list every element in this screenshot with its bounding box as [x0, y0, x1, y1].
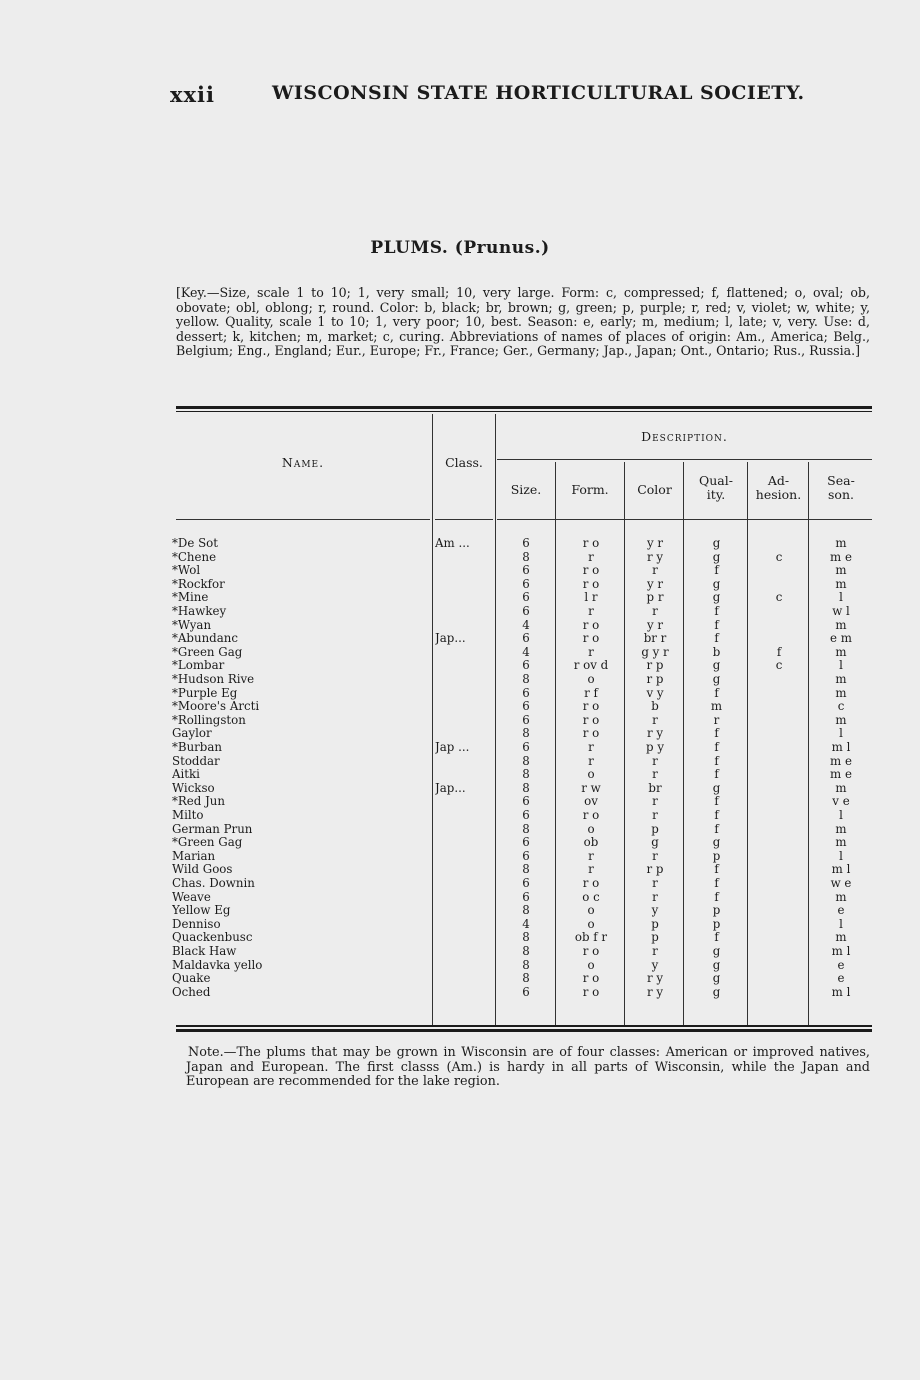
cell-size: 8 [522, 821, 530, 836]
cell-form: r w [581, 780, 601, 795]
columns-header-underline [497, 519, 872, 520]
cell-size: 4 [522, 644, 530, 659]
cell-form: r o [582, 536, 600, 550]
cell-name: *Burban [172, 741, 222, 754]
cell-season: m [835, 536, 847, 550]
cell-form: r ov d [573, 658, 609, 673]
cell-name: Quake [172, 972, 211, 986]
cell-quality: g [712, 576, 721, 591]
cell-quality: g [712, 536, 721, 550]
cell-name: *Abundanc [172, 632, 238, 646]
cell-size: 6 [522, 685, 530, 700]
cell-form: o [587, 916, 595, 931]
cell-color: r [652, 563, 658, 578]
cell-season: m [835, 712, 847, 727]
cell-form: r o [582, 726, 600, 741]
table-row [0, 537, 920, 551]
cell-form: r [588, 740, 594, 754]
cell-quality: f [714, 767, 719, 782]
cell-color: p y [646, 740, 664, 754]
cell-season: m e [830, 549, 852, 564]
cell-color: r [652, 753, 658, 768]
cell-color: r [652, 712, 658, 727]
cell-name: *Hudson Rive [172, 673, 255, 686]
header-season: Sea- son. [827, 473, 855, 502]
cell-form: r [588, 848, 594, 863]
cell-size: 6 [522, 631, 530, 646]
cell-season: m l [831, 740, 851, 754]
cell-season: m [835, 821, 847, 836]
cell-form: r o [582, 712, 600, 727]
cell-name: Denniso [172, 917, 221, 931]
cell-name: *Purple Eg [172, 686, 238, 700]
cell-size: 6 [522, 808, 530, 822]
cell-quality: f [714, 876, 719, 890]
table-row [0, 782, 920, 796]
cell-color: r p [646, 658, 664, 673]
cell-name: *Rockfor [172, 577, 225, 591]
cell-size: 6 [522, 889, 530, 904]
cell-quality: g [712, 984, 721, 999]
cell-color: v y [646, 685, 664, 700]
cell-season: l [839, 808, 843, 822]
cell-quality: f [714, 862, 719, 877]
table-top-rule [176, 406, 872, 409]
cell-quality: f [714, 821, 719, 836]
table-row [0, 591, 920, 605]
cell-season: e [837, 971, 845, 986]
cell-season: l [839, 916, 843, 931]
cell-quality: f [714, 631, 719, 646]
table-row [0, 755, 920, 769]
table-row [0, 578, 920, 592]
header-adhesion: Ad- hesion. [755, 473, 802, 502]
cell-size: 8 [522, 672, 530, 686]
cell-season: m l [831, 944, 851, 958]
header-form: Form. [571, 482, 609, 497]
header-name: Name. [281, 455, 325, 470]
cell-size: 6 [522, 590, 530, 605]
cell-quality: g [712, 658, 721, 673]
section-title: PLUMS. (Prunus.) [370, 238, 550, 258]
cell-size: 8 [522, 726, 530, 741]
cell-name: *Moore's Arcti [172, 700, 260, 714]
cell-size: 8 [522, 930, 530, 945]
cell-season: v e [832, 794, 850, 809]
cell-color: p [651, 930, 659, 945]
table-row [0, 850, 920, 864]
running-title: WISCONSIN STATE HORTICULTURAL SOCIETY. [272, 82, 805, 104]
cell-color: r y [646, 726, 664, 741]
cell-name: Aitki [172, 768, 200, 782]
header-color: Color [637, 482, 672, 497]
cell-size: 8 [522, 767, 530, 782]
cell-season: m e [830, 753, 852, 768]
cell-form: ob f r [574, 930, 608, 945]
table-row [0, 918, 920, 932]
table-row [0, 809, 920, 823]
cell-color: p [651, 821, 659, 836]
cell-color: y r [646, 617, 664, 632]
cell-name: Marian [172, 849, 216, 863]
cell-color: r [652, 794, 658, 809]
table-row [0, 714, 920, 728]
cell-color: y r [646, 536, 664, 550]
cell-color: y [651, 903, 659, 918]
cell-name: Yellow Eg [172, 904, 231, 918]
cell-form: r o [582, 944, 600, 958]
cell-form: r o [582, 576, 600, 591]
cell-form: r [588, 753, 594, 768]
table-row [0, 673, 920, 687]
cell-color: b [651, 699, 659, 714]
cell-season: w e [830, 876, 852, 890]
cell-form: r f [584, 685, 598, 700]
header-class: Class. [445, 455, 483, 470]
cell-quality: f [714, 740, 719, 754]
cell-form: o [587, 957, 595, 972]
cell-color: r [652, 848, 658, 863]
cell-size: 6 [522, 536, 530, 550]
cell-size: 6 [522, 740, 530, 754]
table-row [0, 564, 920, 578]
cell-season: e [837, 957, 845, 972]
table-row [0, 727, 920, 741]
table-row [0, 972, 920, 986]
cell-size: 6 [522, 794, 530, 809]
table-row [0, 795, 920, 809]
cell-name: *De Sot [172, 537, 219, 550]
cell-size: 6 [522, 876, 530, 890]
cell-color: g [651, 835, 659, 850]
table-row [0, 986, 920, 1000]
cell-color: r [652, 944, 658, 958]
name-header-underline [176, 519, 430, 520]
table-row [0, 836, 920, 850]
cell-form: o c [582, 889, 600, 904]
table-row [0, 551, 920, 565]
cell-season: m [835, 672, 847, 686]
cell-form: o [587, 903, 595, 918]
cell-name: Wild Goos [172, 863, 233, 877]
table-row [0, 768, 920, 782]
cell-color: r [652, 889, 658, 904]
cell-quality: m [710, 699, 723, 714]
cell-name: *Chene [172, 550, 217, 564]
table-row [0, 891, 920, 905]
cell-size: 6 [522, 835, 530, 850]
cell-class: Jap... [435, 781, 466, 795]
cell-size: 6 [522, 576, 530, 591]
cell-size: 8 [522, 753, 530, 768]
key-paragraph: [Key.—Size, scale 1 to 10; 1, very small; 10, very large. Form: c, compressed; f, flattened; o, oval; ob, obovate; obl, oblong; r, round. Color: b, black; br, brown; g, green; p, purple; r, red; v, violet; w, white; y, yellow. Quality, scale 1 to 10; 1, very poor; 10, best. Season: e, early; m, medium; l, late; v, very. Use: d, dessert; k, kitchen; m, market; c, curing. Abbreviations of names of places of origin: Am., America; Belg., Belgium; Eng., England; Eur., Europe; Fr., France; Ger., Germany; Jap., Japan; Ont., Ontario; Rus., Russia.] [176, 285, 870, 359]
cell-size: 8 [522, 944, 530, 958]
cell-season: m [835, 889, 847, 904]
cell-size: 6 [522, 848, 530, 863]
cell-form: r o [582, 876, 600, 890]
cell-name: Weave [172, 890, 211, 904]
cell-size: 4 [522, 617, 530, 632]
cell-quality: f [714, 889, 719, 904]
cell-color: r p [646, 672, 664, 686]
cell-class: Jap... [435, 632, 466, 646]
cell-color: y r [646, 576, 664, 591]
cell-color: r y [646, 984, 664, 999]
cell-season: l [839, 658, 843, 673]
cell-adhesion: f [776, 645, 782, 659]
cell-color: r y [646, 549, 664, 564]
cell-form: r o [582, 563, 600, 578]
cell-color: p r [646, 590, 664, 605]
table-row [0, 931, 920, 945]
class-header-underline [435, 519, 493, 520]
cell-form: r [588, 549, 594, 564]
cell-form: r o [582, 631, 600, 646]
cell-name: *Mine [172, 591, 209, 605]
cell-size: 8 [522, 549, 530, 564]
cell-quality: f [714, 726, 719, 741]
cell-season: m l [831, 862, 851, 877]
cell-season: m l [831, 984, 851, 999]
cell-season: m e [830, 767, 852, 782]
cell-season: e [837, 903, 845, 918]
cell-color: br [648, 780, 662, 795]
header-size: Size. [510, 482, 542, 497]
cell-size: 8 [522, 780, 530, 795]
cell-season: m [835, 617, 847, 632]
page-header [170, 82, 810, 112]
cell-name: Wickso [172, 781, 215, 795]
cell-quality: f [714, 930, 719, 945]
cell-quality: f [714, 685, 719, 700]
cell-name: Stoddar [172, 754, 220, 768]
cell-name: Oched [172, 985, 211, 999]
table-row [0, 632, 920, 646]
cell-quality: p [712, 916, 721, 931]
cell-form: r o [582, 971, 600, 986]
table-row [0, 877, 920, 891]
cell-quality: f [714, 808, 719, 822]
cell-season: m [835, 644, 847, 659]
cell-season: m [835, 780, 847, 795]
table-row [0, 863, 920, 877]
cell-size: 8 [522, 903, 530, 918]
cell-adhesion: c [775, 659, 783, 673]
cell-size: 8 [522, 971, 530, 986]
cell-quality: g [712, 549, 721, 564]
header-description: Description. [641, 429, 728, 444]
cell-season: l [839, 590, 843, 605]
cell-name: *Lombar [172, 659, 225, 673]
cell-quality: g [712, 780, 721, 795]
cell-quality: g [712, 672, 721, 686]
cell-color: r [652, 767, 658, 782]
cell-quality: f [714, 617, 719, 632]
cell-form: o [587, 672, 595, 686]
cell-quality: r [713, 712, 720, 727]
cell-name: Gaylor [172, 727, 212, 741]
table-bottom-rule-thick [176, 1029, 872, 1032]
table-row [0, 646, 920, 660]
cell-color: r [652, 808, 658, 822]
cell-name: *Hawkey [172, 605, 227, 618]
cell-name: Black Haw [172, 945, 237, 958]
cell-form: r o [582, 808, 600, 822]
cell-name: Chas. Downin [172, 877, 255, 890]
table-bottom-rule [176, 1025, 872, 1027]
cell-form: ob [583, 835, 599, 850]
table-row [0, 741, 920, 755]
table-row [0, 823, 920, 837]
table-row [0, 700, 920, 714]
cell-color: y [651, 957, 659, 972]
cell-season: l [839, 848, 843, 863]
cell-form: r [588, 644, 594, 659]
cell-quality: g [712, 944, 721, 958]
cell-name: *Green Gag [172, 645, 243, 659]
cell-name: *Red Jun [172, 795, 225, 809]
cell-quality: f [714, 753, 719, 768]
cell-form: r o [582, 984, 600, 999]
cell-form: r [588, 862, 594, 877]
cell-quality: g [712, 971, 721, 986]
cell-name: *Green Gag [172, 836, 243, 850]
header-quality: Qual- ity. [699, 473, 733, 502]
cell-form: o [587, 821, 595, 836]
cell-form: r o [582, 699, 600, 714]
cell-quality: g [712, 957, 721, 972]
cell-form: r [588, 604, 594, 618]
cell-adhesion: c [775, 591, 783, 605]
table-row [0, 945, 920, 959]
cell-season: m [835, 576, 847, 591]
cell-name: Maldavka yello [172, 958, 263, 972]
cell-color: r [652, 604, 658, 618]
cell-size: 6 [522, 984, 530, 999]
cell-name: *Rollingston [172, 713, 246, 727]
cell-adhesion: c [775, 550, 783, 564]
cell-color: br r [643, 631, 667, 646]
cell-size: 4 [522, 916, 530, 931]
cell-name: *Wol [172, 564, 201, 578]
cell-size: 6 [522, 699, 530, 714]
cell-season: l [839, 726, 843, 741]
cell-quality: b [712, 644, 721, 659]
cell-quality: f [714, 604, 719, 618]
table-row [0, 959, 920, 973]
cell-season: c [837, 699, 845, 714]
table-row [0, 605, 920, 619]
cell-size: 6 [522, 563, 530, 578]
cell-season: e m [830, 631, 852, 646]
page-number: xxii [170, 82, 215, 107]
cell-form: ov [584, 794, 598, 809]
cell-size: 6 [522, 658, 530, 673]
cell-color: r p [646, 862, 664, 877]
cell-season: m [835, 685, 847, 700]
cell-season: m [835, 563, 847, 578]
cell-name: Milto [172, 809, 204, 822]
cell-quality: f [714, 563, 719, 578]
table-row [0, 904, 920, 918]
cell-size: 8 [522, 957, 530, 972]
cell-size: 6 [522, 604, 530, 618]
cell-quality: f [714, 794, 719, 809]
cell-season: m [835, 835, 847, 850]
cell-form: r o [582, 617, 600, 632]
cell-class: Am ... [435, 537, 470, 550]
cell-form: l r [584, 590, 598, 605]
table-row [0, 619, 920, 633]
cell-size: 8 [522, 862, 530, 877]
cell-season: w l [832, 604, 850, 618]
cell-quality: p [712, 848, 721, 863]
cell-season: m [835, 930, 847, 945]
table-row [0, 687, 920, 701]
cell-class: Jap ... [435, 741, 470, 754]
cell-name: Quackenbusc [172, 931, 253, 945]
cell-color: p [651, 916, 659, 931]
table-row [0, 659, 920, 673]
table-top-rule-thin [176, 411, 872, 412]
cell-quality: g [712, 590, 721, 605]
cell-name: German Prun [172, 822, 253, 836]
cell-color: r [652, 876, 658, 890]
cell-quality: g [712, 835, 721, 850]
cell-color: r y [646, 971, 664, 986]
cell-form: o [587, 767, 595, 782]
cell-size: 6 [522, 712, 530, 727]
description-underline [497, 459, 872, 460]
cell-color: g y r [641, 644, 669, 659]
note-paragraph: Note.—The plums that may be grown in Wisconsin are of four classes: American or improved natives, Japan and European. The first classs (Am.) is hardy in all parts of Wisconsin, while the Japan and European are recommended for the lake region. [186, 1045, 870, 1090]
cell-name: *Wyan [172, 618, 212, 632]
cell-quality: p [712, 903, 721, 918]
